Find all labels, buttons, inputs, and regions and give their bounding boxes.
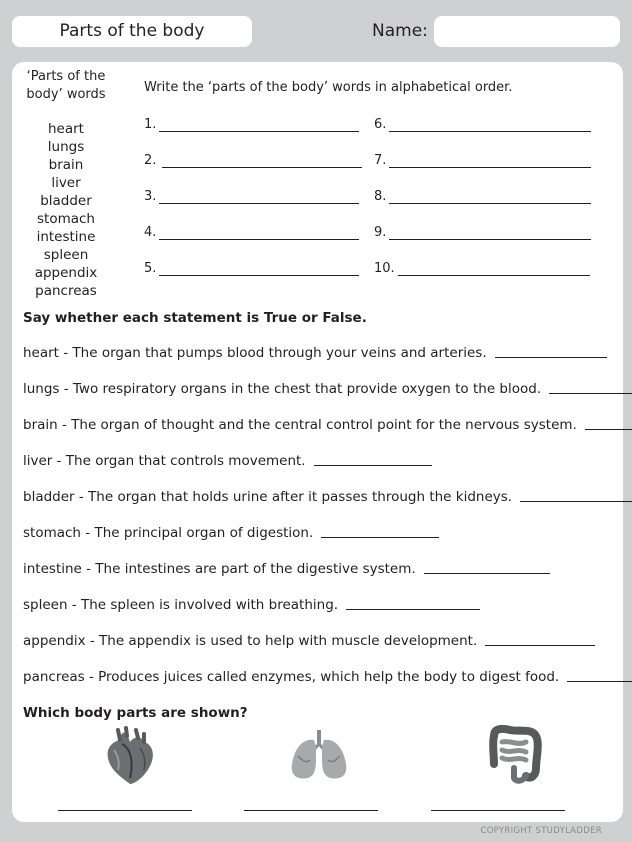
statement-row <box>23 489 632 505</box>
name-label: Name: <box>372 21 428 41</box>
answer-row-8[interactable] <box>374 189 591 204</box>
list-item: pancreas <box>35 283 97 299</box>
answer-line[interactable] <box>495 357 607 358</box>
statement-text: pancreas - Produces juices called enzymes, which help the body to digest food. <box>23 669 560 685</box>
answer-number: 2. <box>144 153 157 168</box>
answer-number: 10. <box>374 261 395 276</box>
word-list <box>26 120 106 300</box>
answer-line[interactable] <box>346 609 480 610</box>
list-item: bladder <box>40 193 92 209</box>
pictures-heading: Which body parts are shown? <box>23 705 248 721</box>
list-item: spleen <box>43 247 89 263</box>
statement-text: heart - The organ that pumps blood through your veins and arteries. <box>23 345 487 361</box>
list-item: appendix <box>34 265 98 281</box>
answer-row-7[interactable] <box>374 153 591 168</box>
answer-row-4[interactable] <box>144 225 359 240</box>
answer-row-10[interactable] <box>374 261 590 276</box>
statement-text: spleen - The spleen is involved with breathing. <box>23 597 339 613</box>
answer-line[interactable] <box>567 681 632 682</box>
answer-number: 8. <box>374 189 387 204</box>
picture-answer-line[interactable] <box>58 810 192 811</box>
statement-row <box>23 669 632 685</box>
answer-row-1[interactable] <box>144 117 359 132</box>
statement-text: brain - The organ of thought and the central control point for the nervous system. <box>23 417 577 433</box>
worksheet-title: Parts of the body <box>12 16 252 47</box>
list-item: liver <box>51 175 81 191</box>
statement-text: intestine - The intestines are part of the digestive system. <box>23 561 416 577</box>
alphabetical-instruction: Write the ‘parts of the body’ words in alphabetical order. <box>144 80 513 95</box>
answer-line[interactable] <box>424 573 550 574</box>
answer-number: 7. <box>374 153 387 168</box>
answer-number: 5. <box>144 261 157 276</box>
copyright-text: COPYRIGHT STUDYLADDER <box>480 826 602 836</box>
statement-row <box>23 597 480 613</box>
answer-line[interactable] <box>389 166 591 168</box>
answer-row-9[interactable] <box>374 225 591 240</box>
answer-line[interactable] <box>485 645 595 646</box>
answer-line[interactable] <box>398 274 590 276</box>
answer-line[interactable] <box>159 130 359 132</box>
answer-row-2[interactable] <box>144 153 362 168</box>
intestine-icon <box>486 724 542 786</box>
answer-line[interactable] <box>520 501 632 502</box>
statement-text: appendix - The appendix is used to help with muscle development. <box>23 633 478 649</box>
answer-line[interactable] <box>159 274 359 276</box>
statement-row <box>23 561 550 577</box>
answer-number: 6. <box>374 117 387 132</box>
answer-line[interactable] <box>162 166 362 168</box>
answer-line[interactable] <box>321 537 439 538</box>
answer-number: 3. <box>144 189 157 204</box>
list-item: intestine <box>36 229 96 245</box>
word-list-heading: ‘Parts of the body’ words <box>26 69 106 102</box>
statement-row <box>23 345 607 361</box>
statement-row <box>23 525 439 541</box>
answer-line[interactable] <box>159 202 359 204</box>
worksheet-sheet <box>12 62 623 822</box>
list-item: heart <box>48 121 84 137</box>
answer-line[interactable] <box>389 130 591 132</box>
statement-text: stomach - The principal organ of digestion. <box>23 525 314 541</box>
statement-text: bladder - The organ that holds urine after it passes through the kidneys. <box>23 489 513 505</box>
lungs-icon <box>288 730 350 782</box>
answer-number: 9. <box>374 225 387 240</box>
statement-row <box>23 417 632 433</box>
answer-line[interactable] <box>549 393 632 394</box>
list-item: brain <box>48 157 84 173</box>
statement-row <box>23 453 432 469</box>
heart-icon <box>100 726 162 788</box>
true-false-heading: Say whether each statement is True or False. <box>23 310 367 326</box>
answer-line[interactable] <box>585 429 632 430</box>
answer-row-3[interactable] <box>144 189 359 204</box>
answer-line[interactable] <box>389 202 591 204</box>
answer-line[interactable] <box>314 465 432 466</box>
answer-row-5[interactable] <box>144 261 359 276</box>
statement-row <box>23 381 632 397</box>
answer-line[interactable] <box>389 238 591 240</box>
answer-line[interactable] <box>159 238 359 240</box>
picture-answer-line[interactable] <box>244 810 378 811</box>
statement-text: lungs - Two respiratory organs in the chest that provide oxygen to the blood. <box>23 381 542 397</box>
list-item: stomach <box>37 211 95 227</box>
list-item: lungs <box>47 139 85 155</box>
statement-row <box>23 633 595 649</box>
answer-row-6[interactable] <box>374 117 591 132</box>
statement-text: liver - The organ that controls movement. <box>23 453 306 469</box>
name-field[interactable] <box>434 16 620 47</box>
answer-number: 4. <box>144 225 157 240</box>
picture-answer-line[interactable] <box>431 810 565 811</box>
answer-number: 1. <box>144 117 157 132</box>
